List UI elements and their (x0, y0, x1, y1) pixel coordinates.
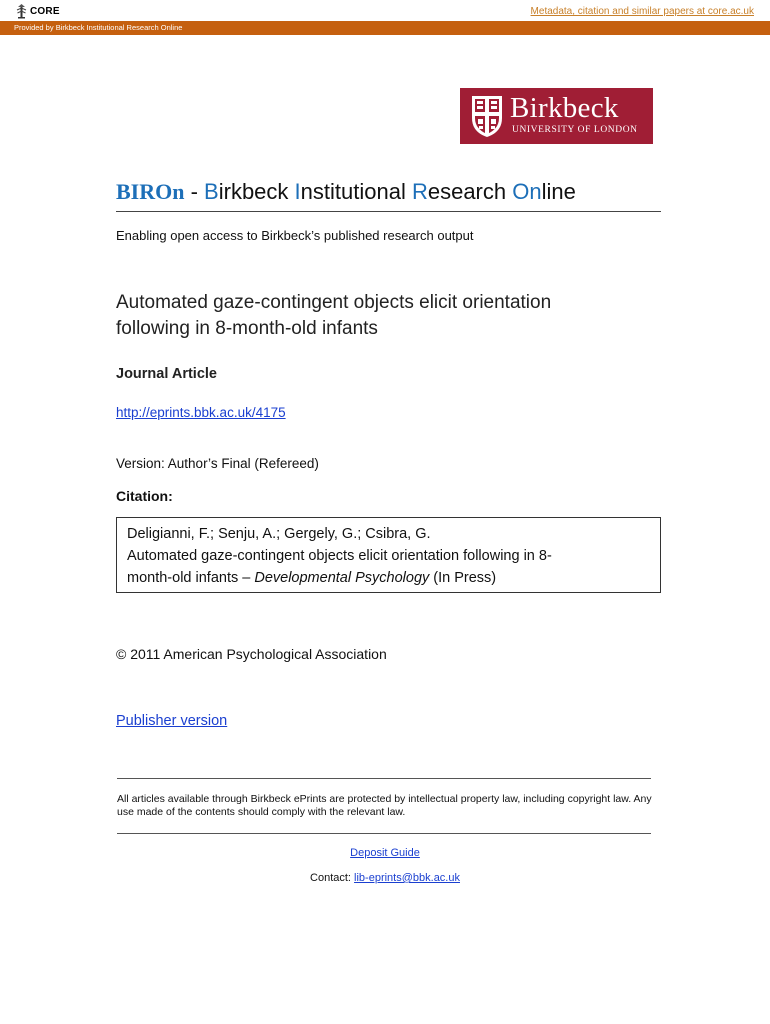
core-logo[interactable] (16, 3, 60, 19)
birkbeck-logo (460, 88, 653, 144)
article-title (116, 290, 676, 342)
article-type: Journal Article (116, 366, 217, 382)
copyright-notice: © 2011 American Psychological Association (116, 646, 387, 662)
deposit-guide-link[interactable]: Deposit Guide (350, 847, 420, 859)
biron-initial-r: R (411, 179, 428, 204)
tagline: Enabling open access to Birkbeck’s published research output (116, 228, 474, 243)
biron-text-nstitutional: nstitutional (300, 179, 412, 204)
biron-text-line: line (541, 179, 576, 204)
biron-initial-on: On (512, 179, 542, 204)
publisher-version-link[interactable]: Publisher version (116, 713, 228, 729)
citation-label: Citation: (116, 488, 173, 504)
citation-box (116, 517, 661, 593)
biron-word: BIROn (116, 179, 185, 204)
birkbeck-logo-subtitle: UNIVERSITY OF LONDON (512, 125, 638, 135)
birkbeck-shield-icon (470, 94, 504, 138)
core-metadata-link[interactable]: Metadata, citation and similar papers at core.ac.uk (530, 6, 754, 17)
article-title-line-1: Automated gaze-contingent objects elicit orientation (116, 292, 552, 313)
biron-separator: - (184, 179, 205, 204)
biron-initial-b: B (204, 179, 219, 204)
citation-title-line-1: Automated gaze-contingent objects elicit orientation following in 8- (127, 548, 552, 564)
citation-authors: Deligianni, F.; Senju, A.; Gergely, G.; Csibra, G. (127, 526, 431, 542)
contact-label: Contact: (310, 872, 355, 884)
birkbeck-logo-name: Birkbeck (510, 92, 619, 124)
biron-initial-i: I (294, 179, 301, 204)
core-name: CORE (30, 5, 60, 17)
contact-line (0, 872, 770, 884)
biron-text-esearch: esearch (427, 179, 513, 204)
copyright-disclaimer: All articles available through Birkbeck ePrints are protected by intellectual property law, including copyright law. Any use made of the contents should comply with the relevant law. (117, 793, 652, 818)
biron-text-irkbeck: irkbeck (218, 179, 295, 204)
heading-divider (116, 211, 661, 212)
citation-title-line-2 (127, 567, 650, 589)
footer-divider-bottom (117, 833, 651, 834)
citation-journal: Developmental Psychology (254, 570, 430, 586)
footer-divider-top (117, 778, 651, 779)
core-tree-icon (16, 3, 27, 19)
provided-by-bar: Provided by Birkbeck Institutional Research Online (0, 21, 770, 35)
citation-title-end: month-old infants – (127, 570, 255, 586)
eprint-url-link[interactable]: http://eprints.bbk.ac.uk/4175 (116, 405, 286, 420)
contact-email-link[interactable]: lib-eprints@bbk.ac.uk (354, 872, 460, 884)
article-title-line-2: following in 8-month-old infants (116, 318, 378, 339)
biron-heading (116, 179, 576, 205)
citation-status: (In Press) (429, 570, 497, 586)
version-info: Version: Author’s Final (Refereed) (116, 456, 319, 471)
